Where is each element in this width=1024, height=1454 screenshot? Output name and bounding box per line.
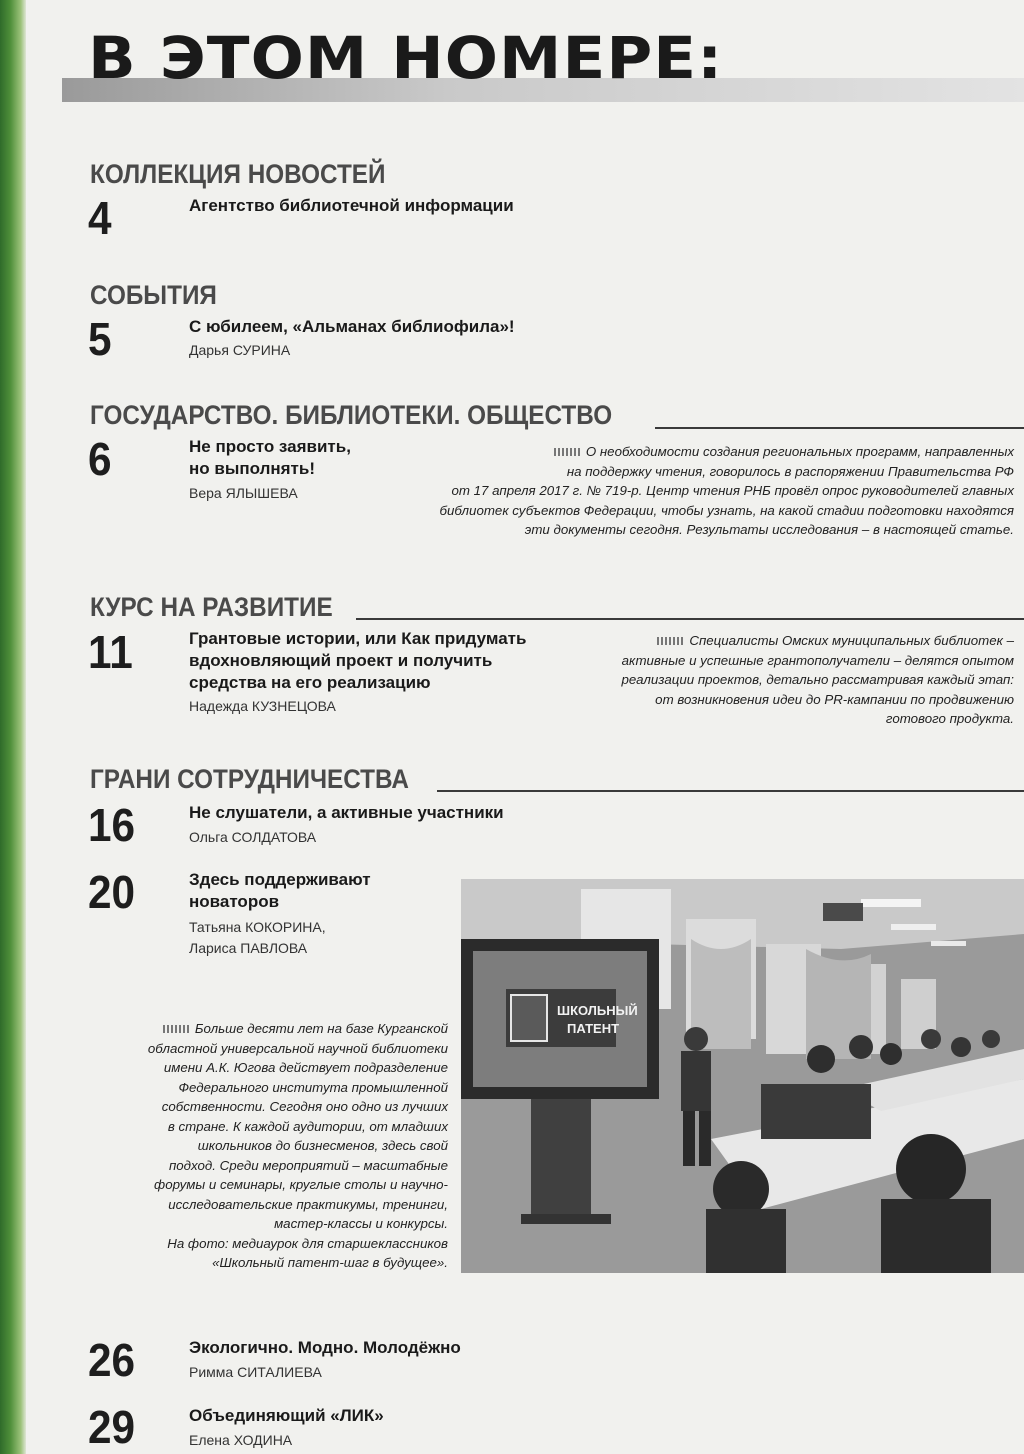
page-number: 16 <box>88 799 136 851</box>
lead-marker <box>657 637 683 645</box>
section-heading-state: ГОСУДАРСТВО. БИБЛИОТЕКИ. ОБЩЕСТВО <box>90 400 613 430</box>
page-number: 11 <box>88 626 133 678</box>
page-number: 20 <box>88 866 136 918</box>
section-heading-news: КОЛЛЕКЦИЯ НОВОСТЕЙ <box>90 159 386 189</box>
article-author: Дарья СУРИНА <box>189 342 291 358</box>
section-rule <box>356 618 1024 620</box>
article-title[interactable]: Грантовые истории, или Как придумать <box>189 629 527 648</box>
lead-marker <box>163 1025 189 1033</box>
article-title[interactable]: Здесь поддерживают <box>189 870 371 889</box>
page-number: 29 <box>88 1401 136 1453</box>
page-title: В ЭТОМ НОМЕРЕ: <box>88 24 724 92</box>
page-number: 26 <box>88 1334 136 1386</box>
article-lead: О необходимости создания региональных программ, направленных на поддержку чтения, говорилось в распоряжении Правительства РФ от 17 апреля 2017 г. № 719-р. Центр чтения РНБ провёл опрос руководителей главных библиотек субъектов Федерации, чтобы узнать, на какой стадии подготовки находятся эти документы сегодня. Результаты исследования – в настоящей статье. <box>439 444 1014 537</box>
lead-marker <box>554 448 580 456</box>
section-heading-events: СОБЫТИЯ <box>90 280 217 310</box>
article-author: Лариса ПАВЛОВА <box>189 940 308 956</box>
page-number: 6 <box>88 433 112 485</box>
page-number: 5 <box>88 313 112 365</box>
section-rule <box>437 790 1024 792</box>
article-title[interactable]: С юбилеем, «Альманах библиофила»! <box>189 317 515 336</box>
article-author: Елена ХОДИНА <box>189 1432 293 1448</box>
article-author: Татьяна КОКОРИНА, <box>189 919 326 935</box>
classroom-photo <box>461 879 1024 1273</box>
section-heading-development: КУРС НА РАЗВИТИЕ <box>90 592 333 622</box>
magazine-page-edge <box>0 0 26 1454</box>
article-lead: Специалисты Омских муниципальных библиотек – активные и успешные грантополучатели – делятся опытом реализации проектов, детально рассматривая каждый этап: от возникновения идеи до PR-кампании по продвижению готового продукта. <box>621 633 1014 726</box>
section-heading-cooperation: ГРАНИ СОТРУДНИЧЕСТВА <box>90 764 409 794</box>
classroom-photo-illustration <box>461 879 1024 1273</box>
article-title[interactable]: новаторов <box>189 892 280 911</box>
article-title[interactable]: Объединяющий «ЛИК» <box>189 1406 384 1425</box>
photo-caption: Больше десяти лет на базе Курганской областной универсальной научной библиотеки имени А.К. Югова действует подразделение Федерального института промышленной собственности. Сегодня оно одно из лучших в стране. К каждой аудитории, от младших школьников до бизнесменов, здесь свой подход. Среди мероприятий – масштабные форумы и семинары, круглые столы и научно- исследовательские практикумы, тренинги, мастер-классы и конкурсы. На фото: медиаурок для старшеклассников «Школьный патент-шаг в будущее». <box>147 1021 448 1270</box>
section-rule <box>655 427 1024 429</box>
article-title[interactable]: Агентство библиотечной информации <box>189 196 514 215</box>
article-author: Ольга СОЛДАТОВА <box>189 829 317 845</box>
article-title[interactable]: Не просто заявить, <box>189 437 351 456</box>
article-title[interactable]: средства на его реализацию <box>189 673 431 692</box>
screen-text: ПАТЕНТ <box>567 1021 620 1036</box>
article-title[interactable]: Экологично. Модно. Молодёжно <box>189 1338 461 1357</box>
article-author: Римма СИТАЛИЕВА <box>189 1364 322 1380</box>
article-title[interactable]: Не слушатели, а активные участники <box>189 803 504 822</box>
article-title[interactable]: но выполнять! <box>189 459 315 478</box>
article-author: Вера ЯЛЫШЕВА <box>189 485 298 501</box>
page-number: 4 <box>88 192 112 244</box>
screen-text: ШКОЛЬНЫЙ <box>557 1003 638 1018</box>
article-title[interactable]: вдохновляющий проект и получить <box>189 651 493 670</box>
article-author: Надежда КУЗНЕЦОВА <box>189 698 336 714</box>
